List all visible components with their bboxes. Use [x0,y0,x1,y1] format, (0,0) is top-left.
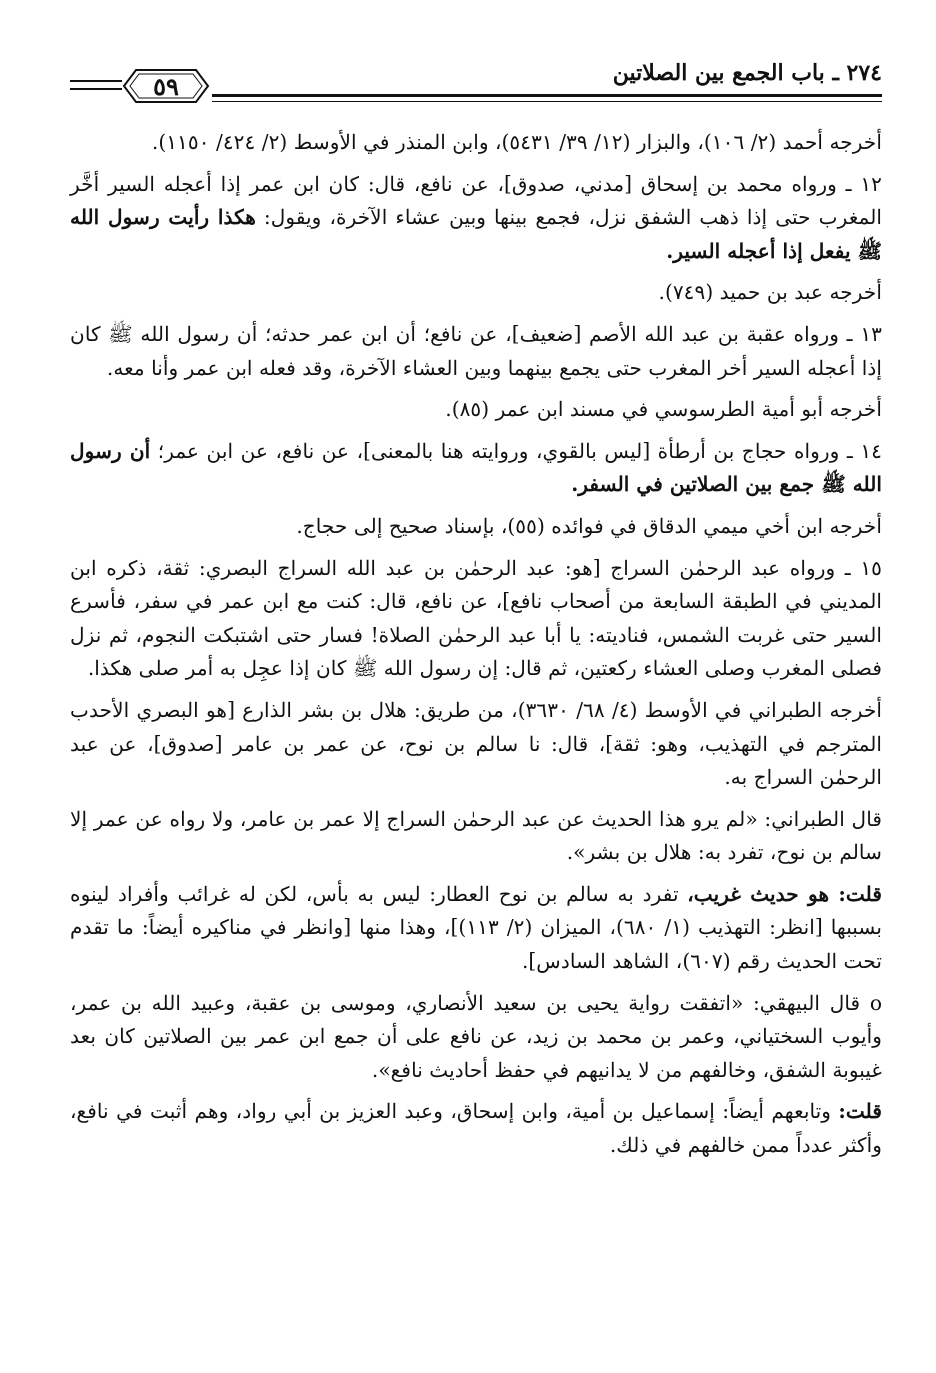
paragraph-text: قال الطبراني: «لم يرو هذا الحديث عن عبد الرحمٰن السراج إلا عمر بن عامر، ولا رواه عن عمر إلا سالم بن نوح، تفرد به: هلال بن بشر». [70,806,882,865]
paragraph-text: تفرد به سالم بن نوح العطار: ليس به بأس، لكن له غرائب وأفراد لينوه بسببها [انظر: التهذيب (١/ ٦٨٠)، الميزان (٢/ ١١٣)]، وهذا منها [وانظر في مناكيره أيضاً: ما تقدم تحت الحديث رقم (٦٠٧)، الشاهد السادس]. [70,881,883,974]
book-page [70,50,882,1350]
paragraph-12 [70,987,882,1088]
paragraph-1 [70,126,882,160]
paragraph-text: وتابعهم أيضاً: إسماعيل بن أمية، وابن إسحاق، وعبد العزيز بن أبي رواد، وهم أثبت في نافع، وأكثر عدداً ممن خالفهم في ذلك. [70,1099,882,1158]
header-double-line [70,80,122,90]
paragraph-text: ١٤ ـ ورواه حجاج بن أرطأة [ليس بالقوي، وروايته هنا بالمعنى]، عن نافع، عن ابن عمر؛ [150,438,882,463]
paragraph-8 [70,552,882,686]
paragraph-13 [70,1095,882,1162]
paragraph-5 [70,393,882,427]
bold-text: هكذا رأيت رسول الله ﷺ يفعل إذا أعجله السير. [70,205,882,263]
chapter-title: ٢٧٤ ـ باب الجمع بين الصلاتين [612,60,882,86]
paragraph-6 [70,435,882,502]
paragraph-text: ١٣ ـ ورواه عقبة بن عبد الله الأصم [ضعيف]، عن نافع؛ أن ابن عمر حدثه؛ أن رسول الله ﷺ كان إذا أعجله السير أخر المغرب حتى يجمع بينهما وبين العشاء الآخرة، وقد فعله ابن عمر وأنا معه. [70,321,882,380]
paragraph-4 [70,318,882,385]
bold-lead: قلت: هو حديث غريب، [687,881,882,906]
page-number: ٥٩ [153,72,179,101]
paragraph-9 [70,694,882,795]
paragraph-text: ١٢ ـ ورواه محمد بن إسحاق [مدني، صدوق]، عن نافع، قال: كان ابن عمر إذا أعجله السير أخَّر المغرب حتى إذا ذهب الشفق نزل، فجمع بينها وبين عشاء الآخرة، ويقول: [70,171,882,230]
paragraph-7 [70,510,882,544]
bold-text: أن رسول الله ﷺ جمع بين الصلاتين في السفر. [70,438,882,497]
bold-lead: قلت: [838,1099,882,1124]
paragraph-10 [70,803,882,870]
page-number-badge [120,66,212,106]
paragraph-text: o قال البيهقي: «اتفقت رواية يحيى بن سعيد الأنصاري، وموسى بن عقبة، وعبيد الله بن عمر، وأيوب السختياني، وعمر بن محمد بن زيد، عن نافع على أن جمع ابن عمر بين الصلاتين كان بعد غيبوبة الشفق، وخالفهم من لا يدانيهم في حفظ أحاديث نافع». [70,990,882,1082]
paragraph-text: أخرجه الطبراني في الأوسط (٤/ ٦٨/ ٣٦٣٠)، من طريق: هلال بن بشر الذارع [هو البصري الأحدب المترجم في التهذيب، وهو: ثقة]، قال: نا سالم بن نوح، عن عمر بن عامر [صدوق]، عن عبد الرحمٰن السراج به. [70,697,883,790]
page-header [70,50,882,100]
paragraph-text: أخرجه أبو أمية الطرسوسي في مسند ابن عمر (٨٥). [445,397,882,422]
page-body [70,126,882,1171]
header-rule [212,94,882,102]
paragraph-2 [70,168,882,269]
paragraph-text: ١٥ ـ ورواه عبد الرحمٰن السراج [هو: عبد الرحمٰن بن عبد الله السراج البصري: ثقة، ذكره ابن المديني في الطبقة السابعة من أصحاب نافع]، عن نافع، قال: كنت مع ابن عمر في سفر، فأسرع السير حتى غربت الشمس، فناديته: يا أبا عبد الرحمٰن الصلاة! فسار حتى اشتبكت النجوم، ثم نزل فصلى المغرب وصلى العشاء ركعتين، ثم قال: إن رسول الله ﷺ كان إذا عجِل به أمر صلى هكذا. [70,555,882,681]
paragraph-text: أخرجه عبد بن حميد (٧٤٩). [658,280,882,305]
paragraph-text: أخرجه ابن أخي ميمي الدقاق في فوائده (٥٥)، بإسناد صحيح إلى حجاج. [296,513,882,538]
paragraph-3 [70,276,882,310]
paragraph-11 [70,878,882,979]
paragraph-text: أخرجه أحمد (٢/ ١٠٦)، والبزار (١٢/ ٣٩/ ٥٤٣١)، وابن المنذر في الأوسط (٢/ ٤٢٤/ ١١٥٠). [151,130,882,154]
